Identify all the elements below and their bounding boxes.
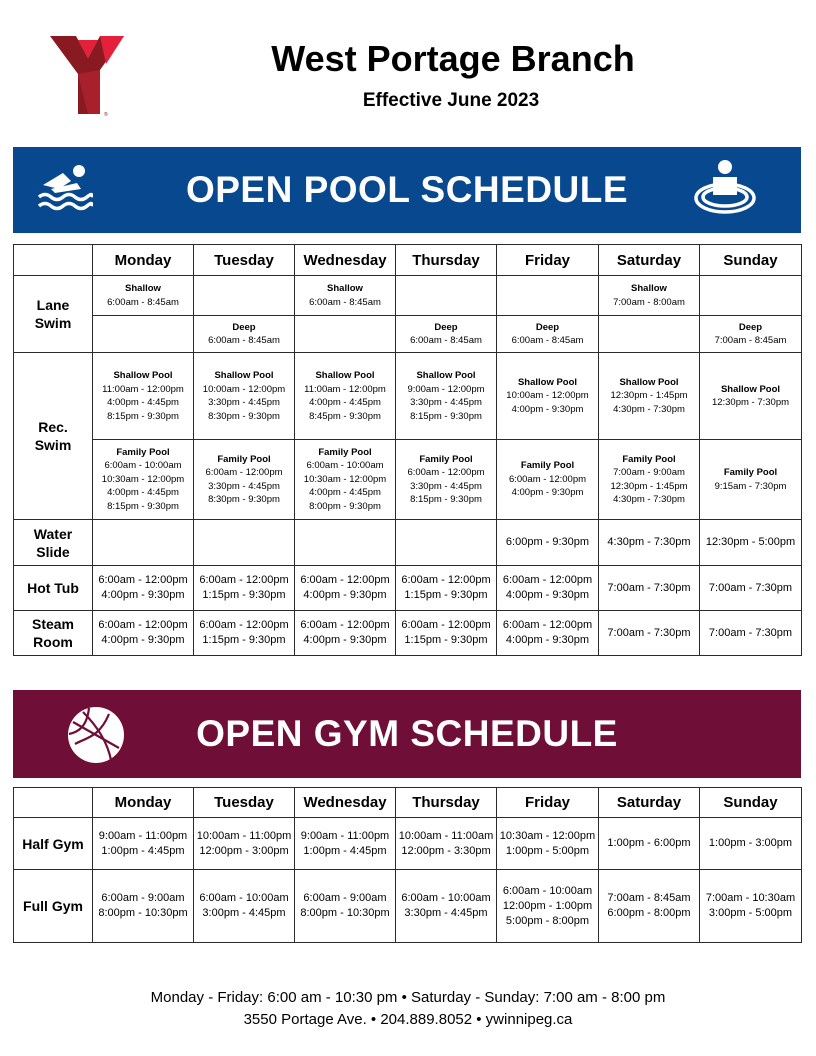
row-label-steam-room: Steam Room bbox=[14, 611, 93, 656]
day-header: Friday bbox=[497, 245, 599, 276]
gym-schedule-table bbox=[13, 787, 802, 943]
pool-header-row bbox=[14, 245, 802, 276]
schedule-cell: 6:00am - 12:00pm 4:00pm - 9:30pm bbox=[295, 566, 396, 611]
schedule-cell: Shallow Pool 10:00am - 12:00pm 4:00pm - 9:30pm bbox=[497, 353, 599, 440]
schedule-cell: Shallow Pool 11:00am - 12:00pm 4:00pm - 4:45pm 8:45pm - 9:30pm bbox=[295, 353, 396, 440]
schedule-cell bbox=[295, 520, 396, 566]
schedule-cell bbox=[194, 520, 295, 566]
schedule-cell: 7:00am - 7:30pm bbox=[599, 611, 700, 656]
table-row bbox=[14, 440, 802, 520]
schedule-cell: Family Pool 7:00am - 9:00am 12:30pm - 1:45pm 4:30pm - 7:30pm bbox=[599, 440, 700, 520]
pool-banner-title: OPEN POOL SCHEDULE bbox=[185, 169, 629, 210]
gym-header-row bbox=[14, 788, 802, 818]
schedule-cell: 6:00am - 10:00am 3:00pm - 4:45pm bbox=[194, 870, 295, 943]
schedule-cell: Family Pool 6:00am - 12:00pm 4:00pm - 9:30pm bbox=[497, 440, 599, 520]
svg-text:®: ® bbox=[104, 112, 108, 118]
schedule-cell: 6:00am - 12:00pm 4:00pm - 9:30pm bbox=[93, 611, 194, 656]
schedule-cell: 7:00am - 7:30pm bbox=[599, 566, 700, 611]
day-header: Tuesday bbox=[194, 788, 295, 818]
table-row bbox=[14, 611, 802, 656]
schedule-cell: 6:00am - 12:00pm 4:00pm - 9:30pm bbox=[93, 566, 194, 611]
schedule-cell: 10:00am - 11:00pm 12:00pm - 3:00pm bbox=[194, 818, 295, 870]
schedule-cell bbox=[599, 316, 700, 353]
schedule-cell: 6:00am - 12:00pm 1:15pm - 9:30pm bbox=[194, 566, 295, 611]
day-header: Sunday bbox=[700, 788, 802, 818]
table-row bbox=[14, 870, 802, 943]
gym-banner-title: OPEN GYM SCHEDULE bbox=[196, 713, 618, 754]
gym-banner bbox=[13, 690, 801, 778]
schedule-cell: 6:00am - 12:00pm 4:00pm - 9:30pm bbox=[295, 611, 396, 656]
day-header: Sunday bbox=[700, 245, 802, 276]
table-row bbox=[14, 276, 802, 316]
schedule-cell: 6:00am - 10:00am 3:30pm - 4:45pm bbox=[396, 870, 497, 943]
schedule-cell bbox=[93, 316, 194, 353]
schedule-cell: Deep 6:00am - 8:45am bbox=[497, 316, 599, 353]
day-header: Friday bbox=[497, 788, 599, 818]
row-label-full-gym: Full Gym bbox=[14, 870, 93, 943]
page-title: West Portage Branch bbox=[271, 38, 635, 79]
page-subtitle: Effective June 2023 bbox=[362, 90, 540, 111]
schedule-cell: Shallow 6:00am - 8:45am bbox=[93, 276, 194, 316]
day-header: Thursday bbox=[396, 788, 497, 818]
schedule-cell: 6:00am - 12:00pm 4:00pm - 9:30pm bbox=[497, 566, 599, 611]
row-label-half-gym: Half Gym bbox=[14, 818, 93, 870]
schedule-cell: 7:00am - 10:30am 3:00pm - 5:00pm bbox=[700, 870, 802, 943]
schedule-cell: Shallow Pool 10:00am - 12:00pm 3:30pm - 4:45pm 8:30pm - 9:30pm bbox=[194, 353, 295, 440]
schedule-cell: Shallow Pool 9:00am - 12:00pm 3:30pm - 4:45pm 8:15pm - 9:30pm bbox=[396, 353, 497, 440]
basketball-icon bbox=[65, 704, 127, 766]
schedule-cell: Family Pool 6:00am - 12:00pm 3:30pm - 4:45pm 8:30pm - 9:30pm bbox=[194, 440, 295, 520]
schedule-cell: 6:00am - 9:00am 8:00pm - 10:30pm bbox=[93, 870, 194, 943]
day-header: Thursday bbox=[396, 245, 497, 276]
pool-banner bbox=[13, 147, 801, 233]
schedule-cell: Family Pool 6:00am - 10:00am 10:30am - 12:00pm 4:00pm - 4:45pm 8:00pm - 9:30pm bbox=[295, 440, 396, 520]
schedule-cell: 7:00am - 7:30pm bbox=[700, 566, 802, 611]
schedule-cell: Shallow 6:00am - 8:45am bbox=[295, 276, 396, 316]
table-row bbox=[14, 316, 802, 353]
day-header: Wednesday bbox=[295, 245, 396, 276]
day-header: Tuesday bbox=[194, 245, 295, 276]
footer-contact: 3550 Portage Ave. • 204.889.8052 • ywinnipeg.ca bbox=[243, 1011, 573, 1028]
schedule-cell: Deep 6:00am - 8:45am bbox=[194, 316, 295, 353]
schedule-cell: 6:00am - 12:00pm 1:15pm - 9:30pm bbox=[194, 611, 295, 656]
table-row bbox=[14, 818, 802, 870]
schedule-cell: 6:00am - 12:00pm 1:15pm - 9:30pm bbox=[396, 566, 497, 611]
schedule-cell: 7:00am - 8:45am 6:00pm - 8:00pm bbox=[599, 870, 700, 943]
row-label-lane-swim: Lane Swim bbox=[14, 276, 93, 353]
schedule-cell: Deep 6:00am - 8:45am bbox=[396, 316, 497, 353]
schedule-cell: Shallow Pool 11:00am - 12:00pm 4:00pm - 4:45pm 8:15pm - 9:30pm bbox=[93, 353, 194, 440]
schedule-cell: 6:00am - 12:00pm 4:00pm - 9:30pm bbox=[497, 611, 599, 656]
table-row bbox=[14, 520, 802, 566]
schedule-cell bbox=[396, 520, 497, 566]
schedule-cell: 1:00pm - 6:00pm bbox=[599, 818, 700, 870]
schedule-cell: Family Pool 9:15am - 7:30pm bbox=[700, 440, 802, 520]
schedule-cell: 10:00am - 11:00am 12:00pm - 3:30pm bbox=[396, 818, 497, 870]
schedule-cell: Shallow Pool 12:30pm - 7:30pm bbox=[700, 353, 802, 440]
table-row bbox=[14, 353, 802, 440]
schedule-cell bbox=[396, 276, 497, 316]
footer-hours: Monday - Friday: 6:00 am - 10:30 pm • Saturday - Sunday: 7:00 am - 8:00 pm bbox=[150, 989, 666, 1006]
corner-cell bbox=[14, 788, 93, 818]
schedule-cell: 12:30pm - 5:00pm bbox=[700, 520, 802, 566]
day-header: Monday bbox=[93, 788, 194, 818]
schedule-cell: 6:00am - 10:00am 12:00pm - 1:00pm 5:00pm - 8:00pm bbox=[497, 870, 599, 943]
row-label-water-slide: Water Slide bbox=[14, 520, 93, 566]
schedule-cell: 7:00am - 7:30pm bbox=[700, 611, 802, 656]
schedule-cell: 6:00am - 9:00am 8:00pm - 10:30pm bbox=[295, 870, 396, 943]
schedule-cell: Family Pool 6:00am - 12:00pm 3:30pm - 4:45pm 8:15pm - 9:30pm bbox=[396, 440, 497, 520]
schedule-cell: 9:00am - 11:00pm 1:00pm - 4:45pm bbox=[93, 818, 194, 870]
schedule-cell: Shallow 7:00am - 8:00am bbox=[599, 276, 700, 316]
schedule-cell bbox=[93, 520, 194, 566]
day-header: Wednesday bbox=[295, 788, 396, 818]
schedule-cell: Family Pool 6:00am - 10:00am 10:30am - 12:00pm 4:00pm - 4:45pm 8:15pm - 9:30pm bbox=[93, 440, 194, 520]
schedule-cell: 6:00pm - 9:30pm bbox=[497, 520, 599, 566]
schedule-cell: Shallow Pool 12:30pm - 1:45pm 4:30pm - 7:30pm bbox=[599, 353, 700, 440]
schedule-cell bbox=[700, 276, 802, 316]
schedule-cell: 4:30pm - 7:30pm bbox=[599, 520, 700, 566]
schedule-cell: 1:00pm - 3:00pm bbox=[700, 818, 802, 870]
table-row bbox=[14, 566, 802, 611]
day-header: Monday bbox=[93, 245, 194, 276]
row-label-rec-swim: Rec. Swim bbox=[14, 353, 93, 520]
schedule-cell bbox=[497, 276, 599, 316]
schedule-cell bbox=[194, 276, 295, 316]
day-header: Saturday bbox=[599, 788, 700, 818]
row-label-hot-tub: Hot Tub bbox=[14, 566, 93, 611]
schedule-cell: Deep 7:00am - 8:45am bbox=[700, 316, 802, 353]
day-header: Saturday bbox=[599, 245, 700, 276]
corner-cell bbox=[14, 245, 93, 276]
schedule-cell: 9:00am - 11:00pm 1:00pm - 4:45pm bbox=[295, 818, 396, 870]
schedule-cell bbox=[295, 316, 396, 353]
schedule-cell: 10:30am - 12:00pm 1:00pm - 5:00pm bbox=[497, 818, 599, 870]
swimmer-icon bbox=[37, 161, 93, 211]
hot-tub-icon bbox=[693, 155, 757, 219]
pool-schedule-table bbox=[13, 244, 802, 656]
schedule-cell: 6:00am - 12:00pm 1:15pm - 9:30pm bbox=[396, 611, 497, 656]
